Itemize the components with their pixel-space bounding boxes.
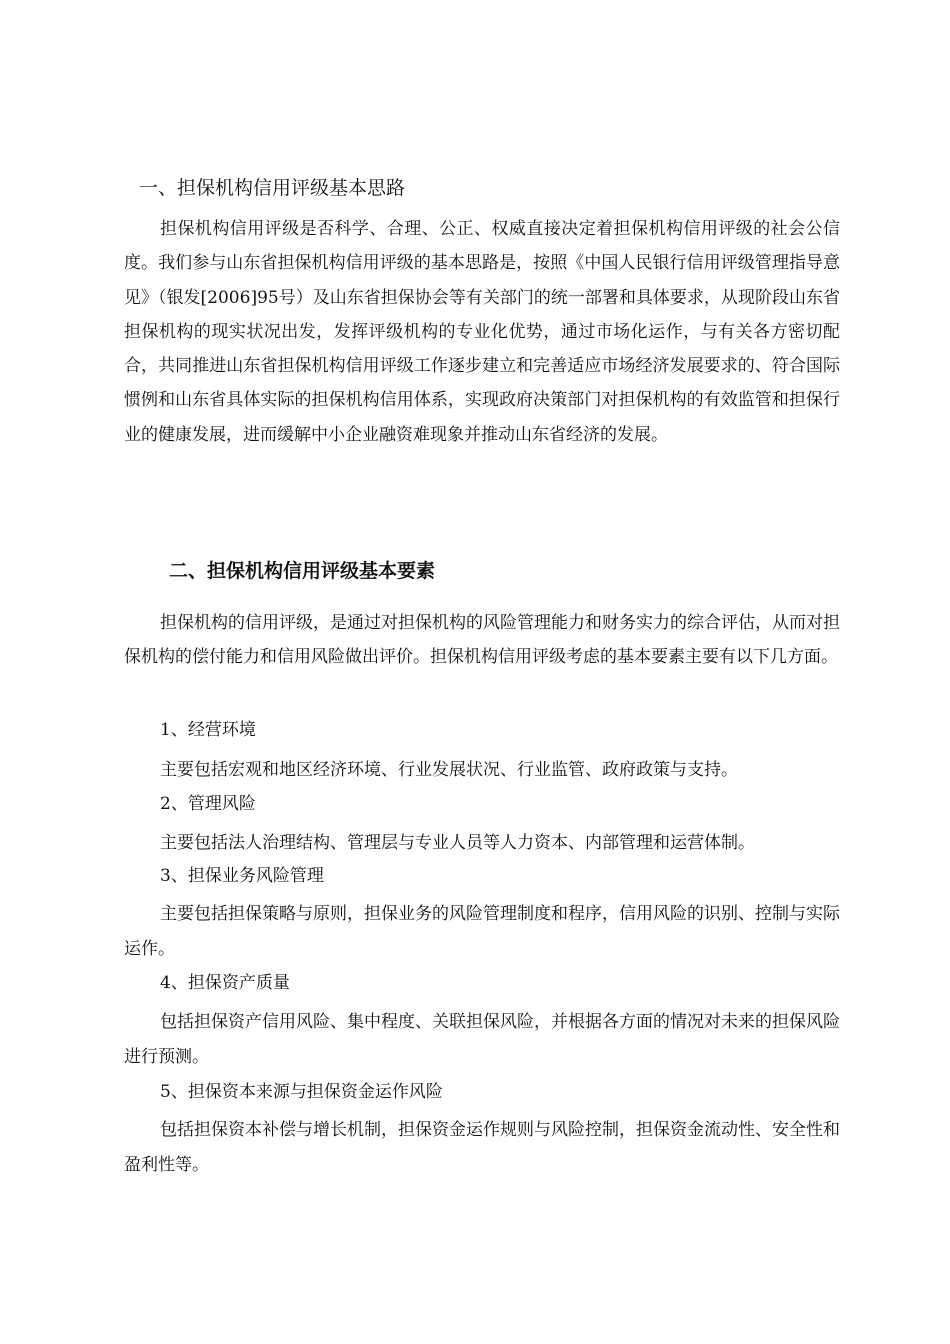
item-title-3: 3、担保业务风险管理 (160, 866, 324, 886)
item-title-5: 5、担保资本来源与担保资金运作风险 (160, 1082, 443, 1102)
item-body-3: 主要包括担保策略与原则，担保业务的风险管理制度和程序，信用风险的识别、控制与实际运作。 (124, 904, 840, 959)
item-body-2: 主要包括法人治理结构、管理层与专业人员等人力资本、内部管理和运营体制。 (160, 833, 755, 853)
item-body-1: 主要包括宏观和地区经济环境、行业发展状况、行业监管、政府政策与支持。 (160, 760, 738, 780)
item-title-4: 4、担保资产质量 (160, 973, 290, 993)
section1-heading: 一、担保机构信用评级基本思路 (139, 177, 406, 199)
section2-intro: 担保机构的信用评级，是通过对担保机构的风险管理能力和财务实力的综合评估，从而对担保机构的偿付能力和信用风险做出评价。担保机构信用评级考虑的基本要素主要有以下几方面。 (124, 613, 840, 667)
item-title-1: 1、经营环境 (160, 720, 256, 740)
section1-paragraph: 担保机构信用评级是否科学、合理、公正、权威直接决定着担保机构信用评级的社会公信度。我们参与山东省担保机构信用评级的基本思路是，按照《中国人民银行信用评级管理指导意见》（银发[2006]95号）及山东省担保协会等有关部门的统一部署和具体要求，从现阶段山东省担保机构的现实状况出发，发挥评级机构的专业化优势，通过市场化运作，与有关各方密切配合，共同推进山东省担保机构信用评级工作逐步建立和完善适应市场经济发展要求的、符合国际惯例和山东省具体实际的担保机构信用体系，实现政府决策部门对担保机构的有效监管和担保行业的健康发展，进而缓解中小企业融资难现象并推动山东省经济的发展。 (124, 219, 840, 445)
item-body-5: 包括担保资本补偿与增长机制，担保资金运作规则与风险控制，担保资金流动性、安全性和盈利性等。 (124, 1120, 840, 1175)
item-title-2: 2、管理风险 (160, 794, 256, 814)
section2-heading: 二、担保机构信用评级基本要素 (169, 560, 436, 582)
item-body-4: 包括担保资产信用风险、集中程度、关联担保风险，并根据各方面的情况对未来的担保风险进行预测。 (124, 1012, 840, 1067)
